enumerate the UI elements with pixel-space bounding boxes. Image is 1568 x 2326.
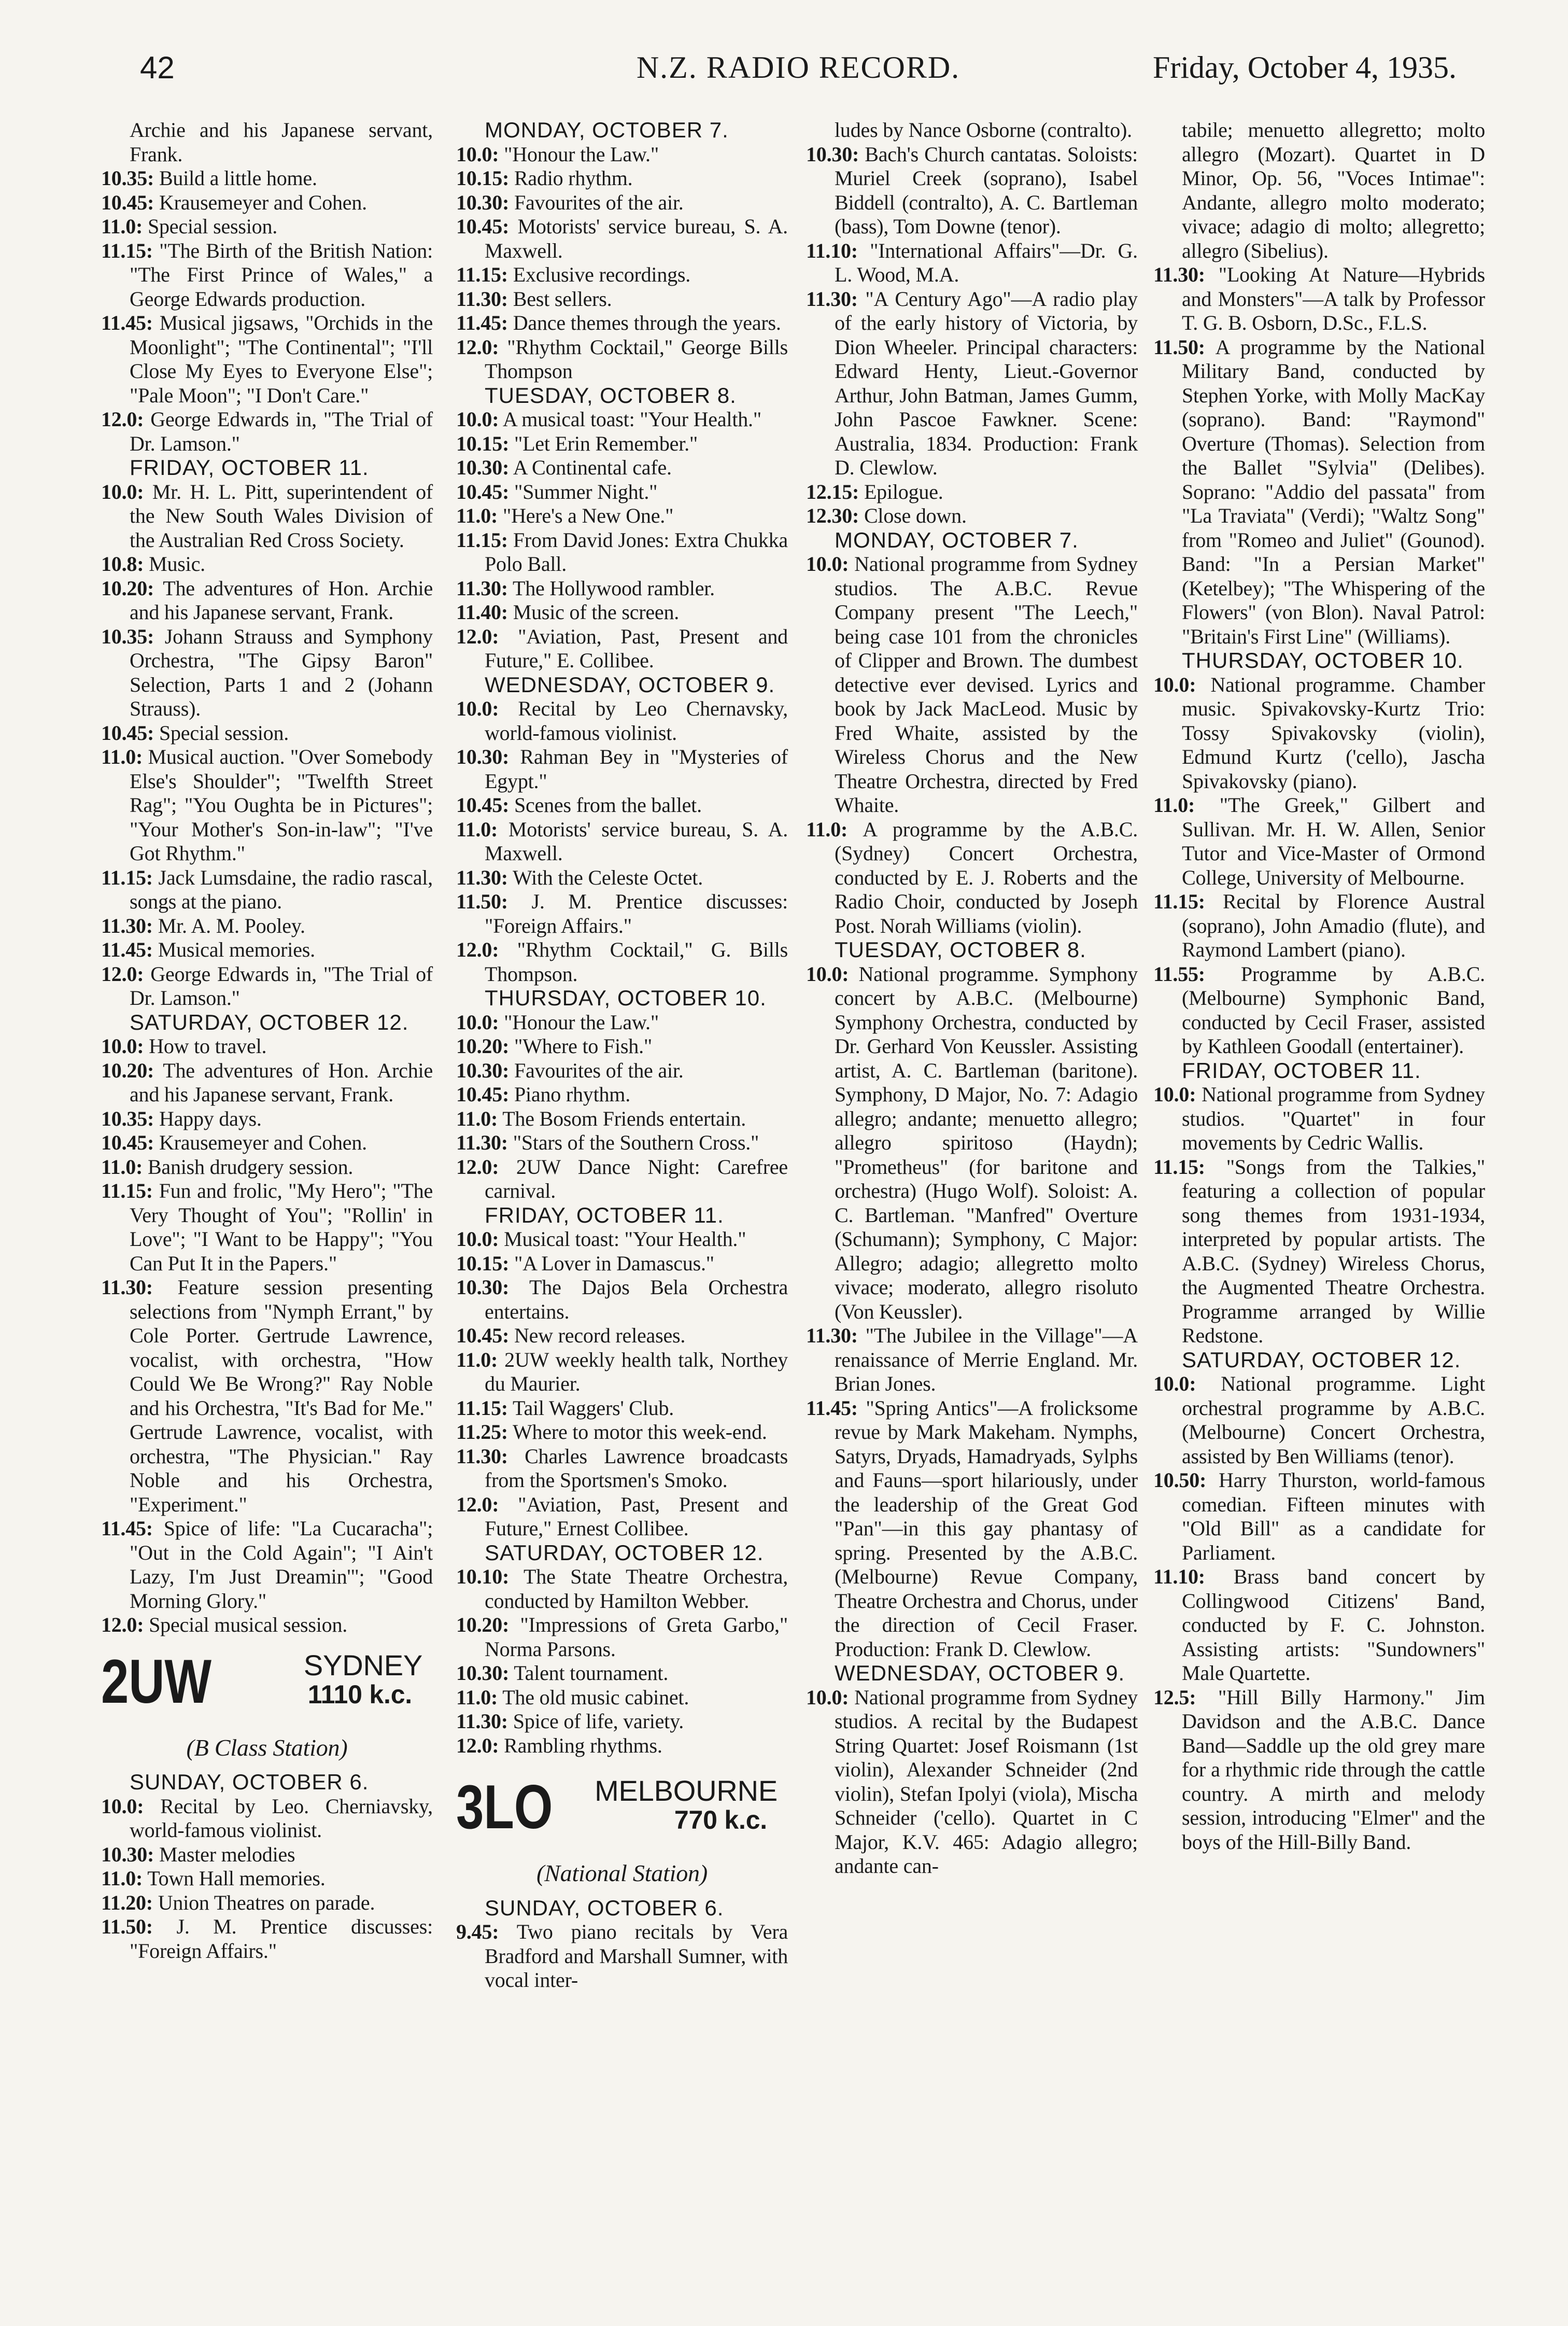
listing-item: 11.20: Union Theatres on parade. (101, 1890, 375, 1914)
listing-item: 10.0: Musical toast: "Your Health." (456, 1227, 746, 1251)
listing-item: 10.30: A Continental cafe. (456, 456, 672, 479)
listing-item: 10.20: The adventures of Hon. Archie and his Japanese servant, Frank. (101, 1058, 433, 1106)
day-heading: SATURDAY, OCTOBER 12. (130, 1010, 409, 1034)
day-heading: TUESDAY, OCTOBER 8. (835, 937, 1086, 962)
station-city: MELBOURNE (595, 1774, 778, 1807)
day-heading: FRIDAY, OCTOBER 11. (485, 1202, 724, 1227)
listing-item: 11.15: "Songs from the Talkies," featuring a collection of popular song themes from 1931-1934, interpreted by popular artists. The A.B.C. (Sydney) Wireless Chorus, the Augmented Theatre Orchestra. Programme arranged by Willie Redstone. (1153, 1155, 1485, 1347)
listing-item: 12.0: "Aviation, Past, Present and Future," E. Collibee. (456, 624, 788, 672)
station-call-sign: 3LO (456, 1772, 553, 1842)
listing-item: 11.30: Best sellers. (456, 287, 612, 311)
station-class: (National Station) (536, 1860, 708, 1886)
listing-item: 10.45: "Summer Night." (456, 480, 658, 503)
day-heading: WEDNESDAY, OCTOBER 9. (485, 672, 775, 697)
listing-item: 11.0: Motorists' service bureau, S. A. Maxwell. (456, 817, 788, 865)
listing-item: 12.15: Epilogue. (806, 480, 943, 503)
listing-item: 10.0: Mr. H. L. Pitt, superintendent of the New South Wales Division of the Australian Red Cross Society. (101, 480, 433, 552)
listing-item: 10.35: Johann Strauss and Symphony Orchestra, "The Gipsy Baron" Selection, Parts 1 and 2 (Johann Strauss). (101, 624, 433, 720)
listing-item: 11.30: Spice of life, variety. (456, 1710, 684, 1733)
listing-item: 10.0: Recital by Leo Chernavsky, world-famous violinist. (456, 697, 788, 745)
listing-item: 10.30: Bach's Church cantatas. Soloists: Muriel Creek (soprano), Isabel Biddell (contralto), A. C. Bartleman (bass), Tom Downe (tenor). (806, 142, 1138, 238)
page-header (140, 50, 1457, 96)
listing-item: 10.0: National programme from Sydney studios. "Quartet" in four movements by Cedric Wallis. (1153, 1083, 1485, 1154)
listing-item: 11.50: A programme by the National Military Band, conducted by Stephen Yorke, with Molly MacKay (soprano). Band: "Raymond" Overture (Thomas). Selection from the Ballet "Sylvia" (Delibes). Soprano: "Addio del passata" from "La Traviata" (Verdi); "Waltz Song" from "Romeo and Juliet" (Gounod). Band: "In a Persian Market" (Ketelbey); "The Whispering of the Flowers" (von Blon). Naval Patrol: "Britain's First Line" (Williams). (1153, 335, 1485, 648)
listing-item: 10.35: Build a little home. (101, 166, 317, 190)
day-heading: SUNDAY, OCTOBER 6. (130, 1770, 369, 1794)
listing-item: 10.20: "Impressions of Greta Garbo," Norma Parsons. (456, 1613, 788, 1661)
column-2 (456, 118, 788, 1993)
page-number: 42 (140, 50, 175, 85)
station-banner (456, 1773, 788, 1856)
day-heading: MONDAY, OCTOBER 7. (485, 118, 729, 142)
listing-item: 10.45: Scenes from the ballet. (456, 793, 702, 817)
station-frequency: 770 k.c. (674, 1805, 767, 1834)
listing-item: 11.15: Exclusive recordings. (456, 263, 691, 286)
station-city: SYDNEY (303, 1648, 422, 1682)
listing-item: 10.30: Favourites of the air. (456, 190, 684, 214)
listing-item: 11.45: Musical memories. (101, 938, 315, 961)
listing-item: 11.15: "The Birth of the British Nation: "The First Prince of Wales," a George Edwards production. (101, 239, 433, 311)
listing-item: 11.45: Musical jigsaws, "Orchids in the Moonlight"; "The Continental"; "I'll Close My Eyes to Everyone Else"; "Pale Moon"; "I Don't Care." (101, 311, 433, 407)
listing-item: 11.30: Charles Lawrence broadcasts from the Sportsmen's Smoko. (456, 1444, 788, 1492)
listing-item: 11.15: Recital by Florence Austral (soprano), John Amadio (flute), and Raymond Lambert (piano). (1153, 890, 1485, 961)
listing-item: 10.15: "A Lover in Damascus." (456, 1251, 714, 1275)
issue-date: Friday, October 4, 1935. (1153, 50, 1457, 85)
listing-item: 11.0: The Bosom Friends entertain. (456, 1106, 746, 1130)
listing-item: 11.0: 2UW weekly health talk, Northey du Maurier. (456, 1348, 788, 1395)
station-class: (B Class Station) (186, 1734, 348, 1761)
listing-item: 12.0: "Aviation, Past, Present and Future," Ernest Collibee. (456, 1492, 788, 1540)
listing-item: 11.55: Programme by A.B.C. (Melbourne) Symphonic Band, conducted by Cecil Fraser, assisted by Kathleen Goodall (entertainer). (1153, 962, 1485, 1058)
listing-item: 10.0: National programme from Sydney studios. The A.B.C. Revue Company present "The Leech," being case 101 from the chronicles of Clipper and Brown. The dumbest detective ever devised. Lyrics and book by Jack MacLeod. Music by Fred Whaite, assisted by the Wireless Chorus and the New Theatre Orchestra, directed by Fred Whaite. (806, 552, 1138, 817)
listing-item: 12.0: Special musical session. (101, 1613, 348, 1636)
day-heading: FRIDAY, OCTOBER 11. (130, 455, 369, 480)
listing-item: 10.30: Master melodies (101, 1842, 295, 1866)
listing-item: 11.0: A programme by the A.B.C. (Sydney) Concert Orchestra, conducted by E. J. Roberts and the Radio Choir, conducted by Joseph Post. Norah Williams (violin). (806, 817, 1138, 937)
listing-item: 10.10: The State Theatre Orchestra, conducted by Hamilton Webber. (456, 1565, 788, 1613)
listing-item: 11.50: J. M. Prentice discusses: "Foreign Affairs." (101, 1915, 433, 1963)
day-heading: FRIDAY, OCTOBER 11. (1182, 1058, 1421, 1083)
day-heading: THURSDAY, OCTOBER 10. (1182, 648, 1464, 672)
listing-continuation: tabile; menuetto allegretto; molto allegro (Mozart). Quartet in D Minor, Op. 56, "Voces Intimae": Andante, allegro molto moderato; vivace; adagio di molto; allegretto; allegro (Sibelius). (1182, 118, 1485, 262)
listing-item: 10.30: Rahman Bey in "Mysteries of Egypt." (456, 745, 788, 793)
listing-item: 11.15: Tail Waggers' Club. (456, 1396, 674, 1420)
listing-item: 12.0: "Rhythm Cocktail," G. Bills Thompson. (456, 938, 788, 986)
listing-item: 11.45: Spice of life: "La Cucaracha"; "Out in the Cold Again"; "I Ain't Lazy, I'm Just Dreamin'"; "Good Morning Glory." (101, 1517, 433, 1613)
listing-item: 10.45: Krausemeyer and Cohen. (101, 1131, 367, 1154)
listing-item: 11.30: The Hollywood rambler. (456, 576, 715, 600)
listing-item: 11.50: J. M. Prentice discusses: "Foreign Affairs." (456, 890, 788, 937)
listing-continuation: ludes by Nance Osborne (contralto). (835, 118, 1132, 142)
listing-item: 11.40: Music of the screen. (456, 600, 680, 624)
listing-item: 12.30: Close down. (806, 504, 967, 527)
listing-item: 12.0: George Edwards in, "The Trial of Dr. Lamson." (101, 408, 433, 455)
listing-item: 10.30: Talent tournament. (456, 1661, 669, 1685)
listing-item: 11.0: The old music cabinet. (456, 1685, 689, 1709)
listing-item: 10.20: The adventures of Hon. Archie and his Japanese servant, Frank. (101, 576, 433, 624)
listing-item: 10.0: "Honour the Law." (456, 1010, 659, 1034)
listing-item: 10.0: National programme. Symphony concert by A.B.C. (Melbourne) Symphony Orchestra, conducted by Dr. Gerhard Von Keussler. Assisting artist, A. C. Bartleman (baritone). Symphony, D Major, No. 7: Adagio allegro; andante; menuetto allegro; allegro spiritoso (Haydn); "Prometheus" (for baritone and orchestra) (Hugo Wolf). Soloist: A. C. Bartleman. "Manfred" Overture (Schumann); Symphony, C Major: Allegro; adagio; allegretto molto vivace; moderato, allegro risoluto (Von Keussler). (806, 962, 1138, 1323)
listing-item: 12.5: "Hill Billy Harmony." Jim Davidson and the A.B.C. Dance Band—Saddle up the old grey mare for a rhythmic ride through the cattle country. A mirth and melody session, introducing "Elmer" and the boys of the Hill-Billy Band. (1153, 1685, 1485, 1854)
listing-item: 10.0: "Honour the Law." (456, 142, 659, 166)
listing-item: 11.0: Banish drudgery session. (101, 1155, 354, 1179)
listing-item: 10.0: A musical toast: "Your Health." (456, 408, 761, 431)
listing-item: 12.0: 2UW Dance Night: Carefree carnival. (456, 1155, 788, 1202)
listing-item: 11.30: "Looking At Nature—Hybrids and Monsters"—A talk by Professor T. G. B. Osborn, D.Sc., F.L.S. (1153, 263, 1485, 334)
publication-title: N.Z. RADIO RECORD. (636, 50, 960, 85)
listing-item: 11.30: With the Celeste Octet. (456, 865, 703, 889)
listing-item: 11.10: Brass band concert by Collingwood Citizens' Band, conducted by F. C. Johnston. Assisting artists: "Sundowners" Male Quartette. (1153, 1565, 1485, 1685)
listing-item: 10.45: Special session. (101, 721, 289, 745)
listing-item: 11.0: "The Greek," Gilbert and Sullivan. Mr. H. W. Allen, Senior Tutor and Vice-Master of Ormond College, University of Melbourne. (1153, 793, 1485, 889)
listing-item: 10.8: Music. (101, 552, 205, 576)
station-frequency: 1110 k.c. (307, 1679, 412, 1709)
listing-item: 10.35: Happy days. (101, 1106, 262, 1130)
listing-item: 10.30: The Dajos Bela Orchestra entertains. (456, 1276, 788, 1323)
listing-item: 10.45: Piano rhythm. (456, 1083, 630, 1106)
listing-item: 11.30: Feature session presenting selections from "Nymph Errant," by Cole Porter. Gertrude Lawrence, vocalist, with orchestra, "How Could We Be Wrong?" Ray Noble and his Orchestra, "It's Bad for Me." Gertrude Lawrence, vocalist, with orchestra, "The Physician." Ray Noble and his Orchestra, "Experiment." (101, 1276, 433, 1516)
column-1 (101, 118, 433, 1963)
station-call-sign: 2UW (101, 1646, 211, 1716)
listing-item: 11.0: "Here's a New One." (456, 504, 674, 527)
column-3 (806, 118, 1138, 1879)
listing-item: 12.0: "Rhythm Cocktail," George Bills Thompson (456, 335, 788, 383)
listing-item: 10.20: "Where to Fish." (456, 1034, 653, 1058)
listing-item: 11.15: Jack Lumsdaine, the radio rascal, songs at the piano. (101, 865, 433, 913)
listing-item: 10.0: National programme. Chamber music. Spivakovsky-Kurtz Trio: Tossy Spivakovsky (violin), Edmund Kurtz ('cello), Jascha Spivakovsky (piano). (1153, 672, 1485, 793)
day-heading: SATURDAY, OCTOBER 12. (485, 1540, 764, 1565)
listing-item: 10.0: National programme from Sydney studios. A recital by the Budapest String Quartet: Josef Roismann (1st violin), Alexander Schneider (2nd violin), Stefan Ipolyi (viola), Mischa Schneider ('cello). Quartet in C Major, K.V. 465: Adagio allegro; andante can- (806, 1685, 1138, 1877)
listing-item: 11.45: "Spring Antics"—A frolicksome revue by Mark Makeham. Nymphs, Satyrs, Dryads, Hamadryads, Sylphs and Fauns—sport hilariously, under the leadership of the Great God "Pan"—in this gay phantasy of spring. Presented by the A.B.C. (Melbourne) Revue Company, Theatre Orchestra and Chorus, under the direction of Cecil Fraser. Production: Frank D. Clewlow. (806, 1396, 1138, 1661)
listing-continuation: Archie and his Japanese servant, Frank. (130, 118, 433, 166)
listing-item: 11.15: Fun and frolic, "My Hero"; "The Very Thought of You"; "Rollin' in Love"; "I Want to be Happy"; "You Can Put It in the Papers." (101, 1179, 433, 1275)
listing-item: 11.30: Mr. A. M. Pooley. (101, 914, 305, 937)
listing-item: 10.45: Motorists' service bureau, S. A. Maxwell. (456, 215, 788, 262)
listing-item: 11.0: Town Hall memories. (101, 1867, 326, 1890)
day-heading: WEDNESDAY, OCTOBER 9. (835, 1661, 1125, 1685)
listing-item: 11.30: "Stars of the Southern Cross." (456, 1131, 759, 1154)
day-heading: TUESDAY, OCTOBER 8. (485, 383, 737, 408)
listing-item: 11.25: Where to motor this week-end. (456, 1420, 767, 1444)
day-heading: SATURDAY, OCTOBER 12. (1182, 1347, 1461, 1372)
day-heading: THURSDAY, OCTOBER 10. (485, 986, 767, 1010)
listing-item: 10.0: Recital by Leo. Cherniavsky, world-famous violinist. (101, 1794, 433, 1842)
listing-item: 10.50: Harry Thurston, world-famous comedian. Fifteen minutes with "Old Bill" as a candidate for Parliament. (1153, 1468, 1485, 1564)
column-4 (1153, 118, 1485, 1854)
listing-item: 11.30: "The Jubilee in the Village"—A renaissance of Merrie England. Mr. Brian Jones. (806, 1324, 1138, 1395)
listing-item: 9.45: Two piano recitals by Vera Bradford and Marshall Sumner, with vocal inter- (456, 1920, 788, 1992)
listing-item: 11.0: Special session. (101, 215, 278, 238)
listing-item: 10.30: Favourites of the air. (456, 1058, 684, 1082)
listing-item: 12.0: Rambling rhythms. (456, 1733, 662, 1757)
day-heading: SUNDAY, OCTOBER 6. (485, 1895, 724, 1920)
station-banner (101, 1648, 433, 1731)
listing-item: 11.45: Dance themes through the years. (456, 311, 781, 334)
listing-item: 10.45: Krausemeyer and Cohen. (101, 190, 367, 214)
listing-item: 10.15: "Let Erin Remember." (456, 431, 698, 455)
listing-item: 11.30: "A Century Ago"—A radio play of the early history of Victoria, by Dion Wheeler. Principal characters: Edward Henty, Lieut.-Governor Arthur, John Batman, James Gumm, John Pascoe Fawkner. Scene: Australia, 1834. Production: Frank D. Clewlow. (806, 287, 1138, 479)
listing-item: 12.0: George Edwards in, "The Trial of Dr. Lamson." (101, 962, 433, 1010)
listing-item: 10.0: National programme. Light orchestral programme by A.B.C. (Melbourne) Concert Orchestra, assisted by Ben Williams (tenor). (1153, 1372, 1485, 1468)
listing-item: 11.15: From David Jones: Extra Chukka Polo Ball. (456, 528, 788, 576)
listing-item: 10.15: Radio rhythm. (456, 166, 633, 190)
listing-item: 11.0: Musical auction. "Over Somebody Else's Shoulder"; "Twelfth Street Rag"; "You Oughta be in Pictures"; "Your Mother's Son-in-law"; "I've Got Rhythm." (101, 745, 433, 865)
listing-item: 10.45: New record releases. (456, 1324, 686, 1347)
day-heading: MONDAY, OCTOBER 7. (835, 527, 1079, 552)
listing-item: 11.10: "International Affairs"—Dr. G. L. Wood, M.A. (806, 239, 1138, 286)
listing-item: 10.0: How to travel. (101, 1034, 267, 1058)
